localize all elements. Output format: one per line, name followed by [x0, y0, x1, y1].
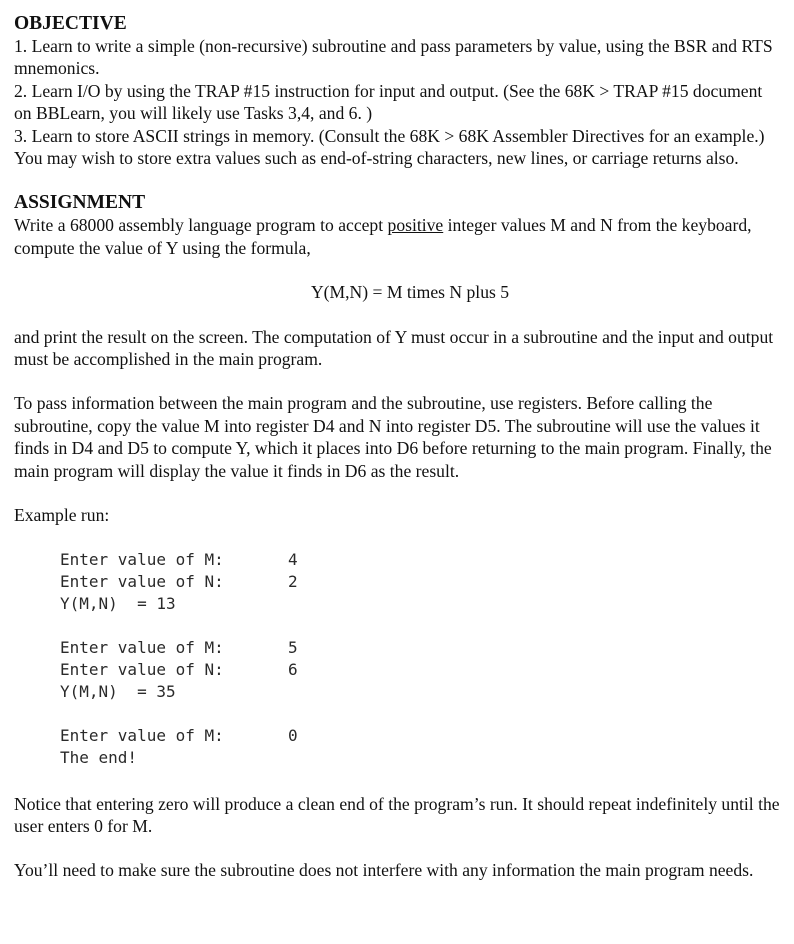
console-line [14, 747, 784, 769]
example-run-3 [14, 725, 784, 769]
after-formula-paragraph: and print the result on the screen. The computation of Y must occur in a subroutine and the input and output must be accomplished in the main program. [14, 326, 774, 370]
formula: Y(M,N) = M times N plus 5 [310, 282, 510, 303]
spacer [14, 703, 784, 725]
spacer [14, 370, 784, 392]
intro-underlined-word: positive [387, 215, 444, 236]
console-input: 0 [288, 725, 298, 745]
example-runs [14, 549, 784, 769]
intro-text-before: Write a 68000 assembly language program to accept [14, 215, 388, 236]
assignment-intro [14, 214, 784, 259]
console-input: 5 [288, 637, 298, 657]
console-prompt: Enter value of N: [60, 659, 224, 679]
example-run-2 [14, 637, 784, 703]
spacer [14, 615, 784, 637]
objective-item-3: 3. Learn to store ASCII strings in memory. (Consult the 68K > 68K Assembler Directives for an example.) You may wish to store extra values such as end-of-string characters, new lines, or carriage returns also. [14, 125, 765, 169]
console-output: The end! [60, 747, 138, 767]
console-output: Y(M,N) = 13 [60, 593, 176, 613]
console-line [14, 637, 784, 659]
spacer [14, 169, 784, 191]
assignment-section [14, 191, 784, 526]
console-line [14, 549, 784, 571]
console-line [14, 571, 784, 593]
intro-text-after: integer values M and N from the keyboard, compute the value of Y using the formula, [14, 215, 752, 258]
console-input: 4 [288, 549, 298, 569]
console-line [14, 659, 784, 681]
console-prompt: Enter value of M: [60, 725, 224, 745]
objective-section [14, 12, 784, 169]
objective-heading: OBJECTIVE [14, 13, 127, 34]
notes-section [14, 793, 784, 882]
registers-paragraph: To pass information between the main program and the subroutine, use registers. Before calling the subroutine, copy the value M into register D4 and N into register D5. The subroutine will use the values it finds in D4 and D5 to compute Y, which it places into D6 before returning to the main program. Finally, the main program will display the value it finds in D6 as the result. [14, 393, 772, 481]
console-prompt: Enter value of N: [60, 571, 224, 591]
spacer [14, 769, 784, 793]
example-run-label: Example run: [14, 505, 110, 526]
console-line [14, 681, 784, 703]
assignment-heading: ASSIGNMENT [14, 192, 146, 214]
console-input: 6 [288, 659, 298, 679]
console-line [14, 725, 784, 747]
example-run-1 [14, 549, 784, 615]
zero-end-paragraph: Notice that entering zero will produce a clean end of the program’s run. It should repeat indefinitely until the user enters 0 for M. [14, 793, 780, 836]
console-input: 2 [288, 571, 298, 591]
console-prompt: Enter value of M: [60, 637, 224, 657]
console-line [14, 593, 784, 615]
objective-item-2: 2. Learn I/O by using the TRAP #15 instruction for input and output. (See the 68K > TRAP #15 document on BBLearn, you will likely use Tasks 3,4, and 6. ) [14, 80, 763, 124]
spacer [14, 482, 784, 504]
spacer [14, 837, 784, 859]
spacer [14, 527, 784, 549]
console-output: Y(M,N) = 35 [60, 681, 176, 701]
document-page [14, 12, 784, 882]
spacer [14, 259, 784, 281]
objective-item-1: 1. Learn to write a simple (non-recursive) subroutine and pass parameters by value, using the BSR and RTS mnemonics. [14, 36, 773, 79]
spacer [14, 304, 784, 326]
subroutine-note-paragraph: You’ll need to make sure the subroutine does not interfere with any information the main program needs. [14, 860, 754, 881]
console-prompt: Enter value of M: [60, 549, 224, 569]
